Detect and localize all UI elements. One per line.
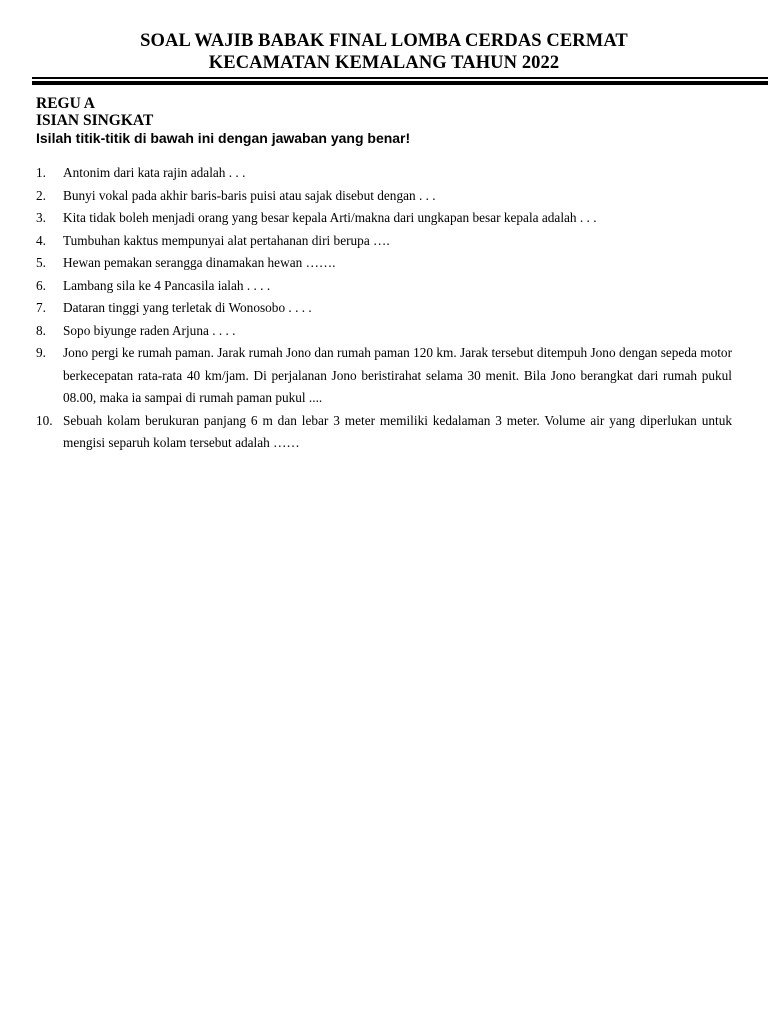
question-item [36, 207, 732, 230]
question-item [36, 275, 732, 298]
header-title-line-2: KECAMATAN KEMALANG TAHUN 2022 [208, 53, 560, 73]
question-item [36, 252, 732, 275]
question-number: 1. [36, 165, 46, 180]
question-item [36, 297, 732, 320]
header-divider-thick [32, 81, 768, 85]
header-divider-thin [32, 77, 768, 79]
question-number: 5. [36, 255, 46, 270]
question-text: Sebuah kolam berukuran panjang 6 m dan lebar 3 meter memiliki kedalaman 3 meter. Volume air yang diperlukan untuk mengisi separuh kolam tersebut adalah …… [63, 412, 732, 450]
question-number: 3. [36, 210, 46, 225]
question-number: 6. [36, 277, 46, 293]
question-number: 4. [36, 232, 46, 248]
question-text: Antonim dari kata rajin adalah . . . [63, 165, 246, 180]
question-item [36, 185, 732, 208]
question-text: Tumbuhan kaktus mempunyai alat pertahanan diri berupa …. [63, 232, 390, 248]
question-number: 2. [36, 187, 46, 203]
team-label: REGU A [36, 95, 95, 112]
header-title-line-1: SOAL WAJIB BABAK FINAL LOMBA CERDAS CERMAT [140, 31, 628, 51]
question-item [36, 230, 732, 253]
question-item [36, 410, 732, 455]
question-item [36, 162, 732, 185]
question-text: Lambang sila ke 4 Pancasila ialah . . . . [63, 277, 271, 293]
question-text: Jono pergi ke rumah paman. Jarak rumah Jono dan rumah paman 120 km. Jarak tersebut ditempuh Jono dengan sepeda motor berkecepatan rata-rata 40 km/jam. Di perjalanan Jono beristirahat selama 30 menit. Bila Jono berangkat dari rumah pukul 08.00, maka ia sampai di rumah paman pukul .... [63, 345, 732, 405]
question-number: 9. [36, 345, 46, 360]
question-number: 8. [36, 322, 46, 338]
question-text: Dataran tinggi yang terletak di Wonosobo . . . . [63, 300, 312, 315]
instruction-text: Isilah titik-titik di bawah ini dengan jawaban yang benar! [36, 130, 411, 146]
question-number: 10. [36, 412, 53, 428]
question-text: Kita tidak boleh menjadi orang yang besar kepala Arti/makna dari ungkapan besar kepala adalah . . . [63, 210, 597, 225]
question-number: 7. [36, 300, 46, 315]
question-text: Hewan pemakan serangga dinamakan hewan ……. [63, 255, 336, 270]
document-header [0, 30, 768, 74]
section-heading [36, 95, 736, 147]
question-item [36, 320, 732, 343]
question-item [36, 342, 732, 410]
question-text: Sopo biyunge raden Arjuna . . . . [63, 322, 236, 338]
question-type-label: ISIAN SINGKAT [36, 112, 154, 129]
question-text: Bunyi vokal pada akhir baris-baris puisi atau sajak disebut dengan . . . [63, 187, 436, 203]
question-list [36, 162, 732, 455]
